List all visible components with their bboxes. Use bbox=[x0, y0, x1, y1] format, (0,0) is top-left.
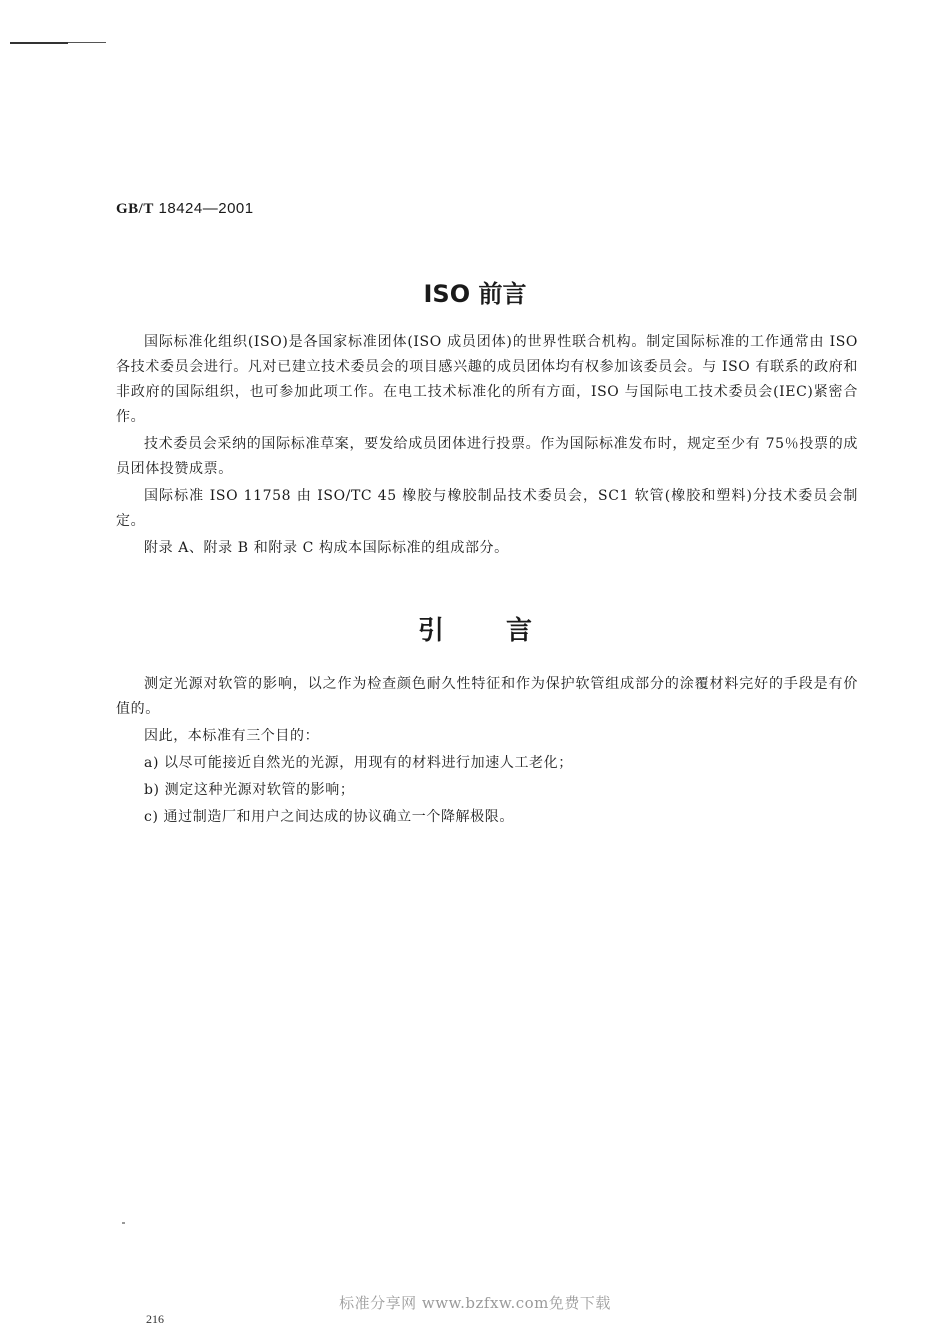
foreword-paragraph: 国际标准化组织(ISO)是各国家标准团体(ISO 成员团体)的世界性联合机构。制定国际标准的工作通常由 ISO 各技术委员会进行。凡对已建立技术委员会的项目感兴趣的成员团体均有权参加该委员会。与 ISO 有联系的政府和非政府的国际组织，也可参加此项工作。在电工技术标准化的所有方面，ISO 与国际电工技术委员会(IEC)紧密合作。 bbox=[116, 334, 858, 425]
introduction-title: 引言 bbox=[417, 616, 594, 646]
foreword-paragraph: 技术委员会采纳的国际标准草案，要发给成员团体进行投票。作为国际标准发布时，规定至少有 75％投票的成员团体投赞成票。 bbox=[116, 436, 858, 477]
standard-number bbox=[116, 200, 254, 218]
iso-foreword-body bbox=[116, 330, 858, 563]
foreword-paragraph: 国际标准 ISO 11758 由 ISO/TC 45 橡胶与橡胶制品技术委员会，SC1 软管(橡胶和塑料)分技术委员会制定。 bbox=[116, 488, 858, 529]
top-rule-accent bbox=[10, 42, 68, 44]
foreword-paragraph: 附录 A、附录 B 和附录 C 构成本国际标准的组成部分。 bbox=[144, 540, 509, 556]
iso-foreword-title: ISO 前言 bbox=[423, 280, 527, 308]
standard-prefix: GB/T bbox=[116, 201, 154, 217]
purpose-item-c: c) 通过制造厂和用户之间达成的协议确立一个降解极限。 bbox=[144, 809, 514, 825]
standard-code: 18424—2001 bbox=[158, 200, 254, 217]
introduction-body bbox=[116, 672, 858, 832]
scan-speck bbox=[122, 1222, 125, 1224]
watermark: 标准分享网 www.bzfxw.com免费下载 bbox=[339, 1294, 611, 1312]
introduction-paragraph: 测定光源对软管的影响，以之作为检查颜色耐久性特征和作为保护软管组成部分的涂覆材料完好的手段是有价值的。 bbox=[116, 676, 858, 717]
page-number: 216 bbox=[146, 1312, 164, 1326]
purpose-item-b: b) 测定这种光源对软管的影响； bbox=[144, 782, 355, 798]
introduction-paragraph: 因此，本标准有三个目的： bbox=[144, 728, 320, 744]
purpose-item-a: a) 以尽可能接近自然光的光源，用现有的材料进行加速人工老化； bbox=[144, 755, 573, 771]
